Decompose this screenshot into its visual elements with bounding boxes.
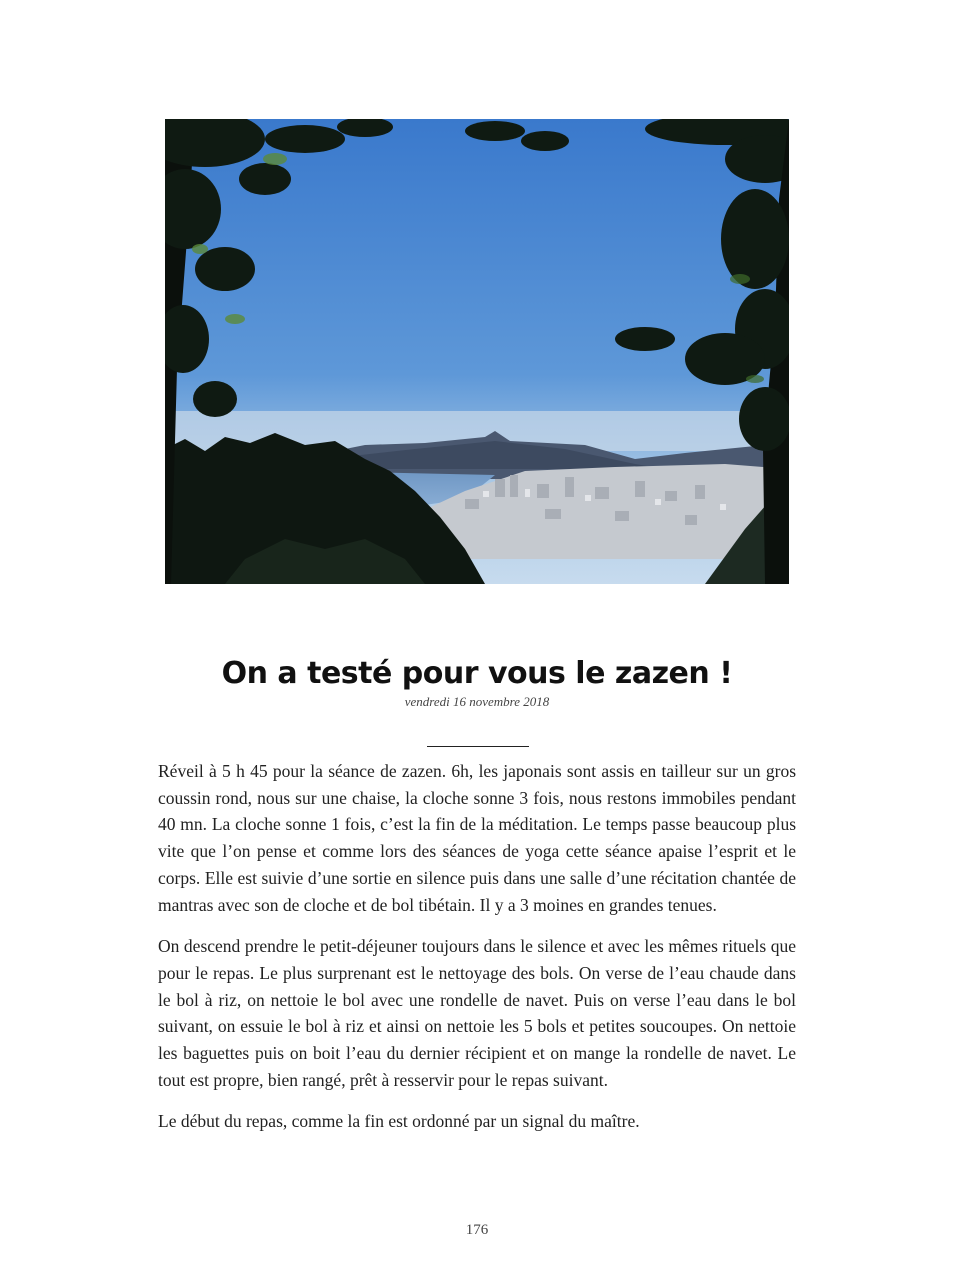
page-number: 176 [465,1222,489,1238]
article-date: vendredi 16 novembre 2018 [404,694,550,709]
paragraph: Réveil à 5 h 45 pour la séance de zazen. 6h, les japonais sont assis en tailleur sur un gros coussin rond, nous sur une chaise, la cloche sonne 3 fois, nous restons immobiles pendant 40 mn. La cloche sonne 1 fois, c’est la fin de la méditation. Le temps passe beaucoup plus vite que l’on pense et comme lors des séances de yoga cette séance apaise l’esprit et le corps. Elle est suivie d’une sortie en silence puis dans une salle d’une récitation chantée de mantras avec son de cloche et de bol tibétain. Il y a 3 moines en grandes tenues. [158,761,796,915]
paragraph: Le début du repas, comme la fin est ordonné par un signal du maître. [158,1111,640,1132]
landscape-photo [165,119,789,584]
title-divider [427,746,529,747]
article-body [158,758,796,1150]
paragraph: On descend prendre le petit-déjeuner toujours dans le silence et avec les mêmes rituels que pour le repas. Le plus surprenant est le nettoyage des bols. On verse de l’eau chaude dans le bol à riz, on nettoie le bol avec une rondelle de navet. Puis on verse l’eau dans le bol suivant, on essuie le bol à riz et ainsi on nettoie les 5 bols et petites soucoupes. On nettoie les baguettes puis on boit l’eau du dernier récipient et on mange la rondelle de navet. Le tout est propre, bien rangé, prêt à resservir pour le repas suivant. [158,936,796,1090]
article-title: On a testé pour vous le zazen ! [221,656,733,691]
